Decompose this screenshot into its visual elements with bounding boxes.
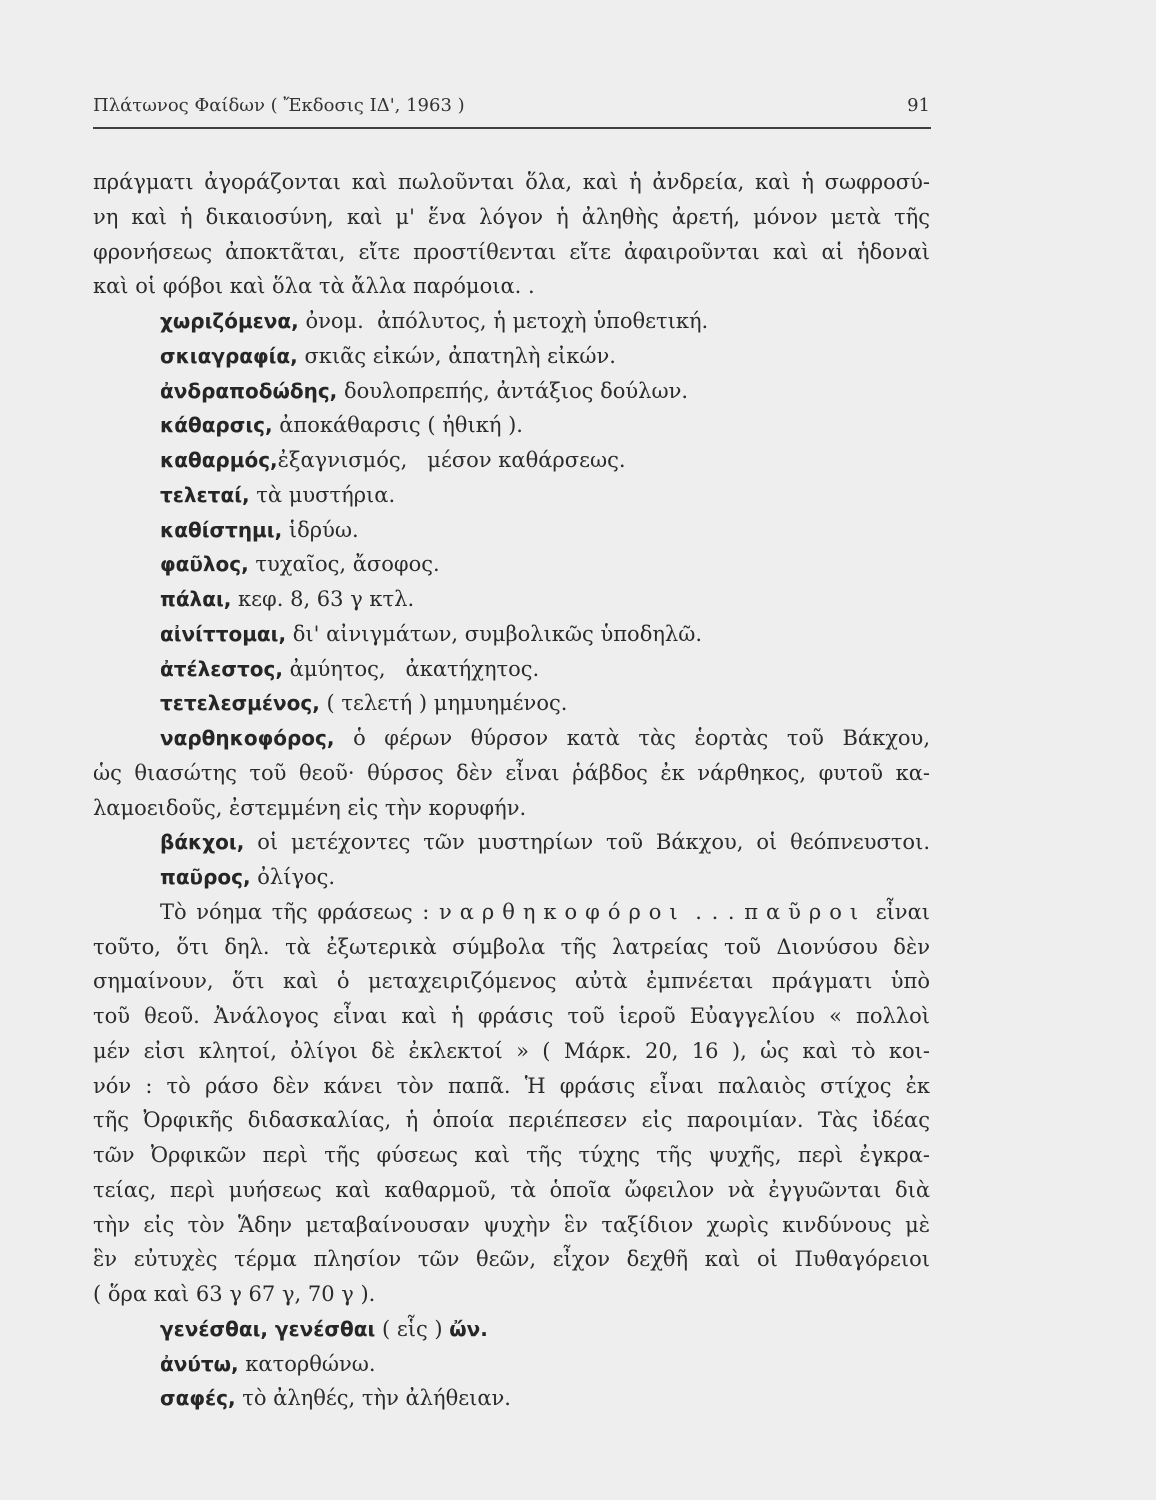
glossary-definition: τὸ ἀληθές, τὴν ἀλήθειαν. (235, 1386, 511, 1411)
glossary-entry (93, 860, 930, 895)
page-number: 91 (907, 95, 930, 116)
paragraph-tail: εἶναι (866, 899, 930, 924)
paragraph-line: σημαίνουν, ὅτι καὶ ὁ μεταχειριζόμενος αὐτὰ ἐμπνέεται πράγματι ὑπὸ (93, 969, 930, 994)
glossary-definition: ἀποκάθαρσις ( ἠθική ). (272, 413, 523, 438)
paragraph-line: ἓν εὐτυχὲς τέρμα πλησίον τῶν θεῶν, εἶχον δεχθῆ καὶ οἱ Πυθαγόρειοι (93, 1247, 930, 1272)
glossary-term: τελεταί, (160, 482, 250, 507)
glossary-term: φαῦλος, (160, 552, 249, 577)
glossary-entry (93, 825, 930, 860)
glossary-definition: οἱ μετέχοντες τῶν μυστηρίων τοῦ Βάκχου, οἱ θεόπνευστοι. (244, 830, 930, 855)
ellipsis: . . . (685, 899, 745, 924)
glossary-entry (93, 339, 930, 374)
glossary-entry (93, 652, 930, 687)
running-header (93, 92, 930, 120)
glossary-definition: δι' αἰνιγμάτων, συμβολικῶς ὑποδηλῶ. (286, 621, 703, 646)
glossary-term: τετελεσμένος, (160, 691, 320, 716)
glossary-definition-continuation: ὡς θιασώτης τοῦ θεοῦ· θύρσος δὲν εἶναι ῥάβδος ἐκ νάρθηκος, φυτοῦ κα- (93, 760, 930, 785)
paragraph-line: μέν εἰσι κλητοί, ὀλίγοι δὲ ἐκλεκτοί » ( Μάρκ. 20, 16 ), ὡς καὶ τὸ κοι- (93, 1038, 930, 1063)
glossary-entry (93, 617, 930, 652)
intro-line: νη καὶ ἡ δικαιοσύνη, καὶ μ' ἕνα λόγον ἡ ἀληθὴς ἀρετή, μόνον μετὰ τῆς (93, 204, 930, 229)
glossary-definition: ( τελετή ) μημυημένος. (319, 691, 568, 716)
glossary-term: παῦρος, (160, 865, 251, 889)
glossary-definition: σκιᾶς εἰκών, ἀπατηλὴ εἰκών. (297, 343, 616, 368)
glossary-entry (93, 1312, 930, 1347)
glossary-term: ἀνδραποδώδης, (160, 378, 338, 403)
glossary-term: γενέσθαι, γενέσθαι (160, 1316, 376, 1341)
glossary-definition: ὁ φέρων θύρσον κατὰ τὰς ἑορτὰς τοῦ Βάκχου, (334, 726, 930, 750)
glossary-definition: δουλοπρεπής, ἀντάξιος δούλων. (337, 378, 689, 403)
glossary-term: βάκχοι, (160, 830, 245, 855)
paragraph-line: τῶν Ὀρφικῶν περὶ τῆς φύσεως καὶ τῆς τύχης τῆς ψυχῆς, περὶ ἐγκρα- (93, 1143, 930, 1167)
glossary-definition: ( εἷς ) (375, 1316, 450, 1341)
intro-line: πράγματι ἀγοράζονται καὶ πωλοῦνται ὅλα, καὶ ἡ ἀνδρεία, καὶ ἡ σωφροσύ- (93, 170, 930, 194)
glossary-entry (93, 721, 930, 756)
glossary-entry (93, 686, 930, 721)
glossary-term: ναρθηκοφόρος, (160, 726, 335, 750)
paragraph-line (93, 895, 930, 930)
glossary-term: κάθαρσις, (160, 413, 273, 438)
glossary-entry (93, 374, 930, 409)
paragraph-line: τοῦτο, ὅτι δηλ. τὰ ἐξωτερικὰ σύμβολα τῆς λατρείας τοῦ Διονύσου δὲν (93, 934, 930, 959)
paragraph-line: τὴν εἰς τὸν Ἅδην μεταβαίνουσαν ψυχὴν ἓν ταξίδιον χωρὶς κινδύνους μὲ (93, 1212, 930, 1237)
intro-line: καὶ οἱ φόβοι καὶ ὅλα τὰ ἄλλα παρόμοια. . (93, 274, 535, 299)
glossary-entry (93, 1347, 930, 1382)
glossary-definition: ἐξαγνισμός, μέσον καθάρσεως. (277, 448, 626, 472)
paragraph-line: τῆς Ὀρφικῆς διδασκαλίας, ἡ ὁποία περιέπεσεν εἰς παροιμίαν. Τὰς ἰδέας (93, 1108, 930, 1133)
glossary-term: καθαρμός, (160, 448, 278, 472)
page-body (93, 165, 930, 1416)
glossary-definition: ὀλίγος. (250, 865, 336, 889)
glossary-definition: τυχαῖος, ἄσοφος. (248, 552, 440, 577)
paragraph-lead: Τὸ νόημα τῆς φράσεως : (160, 899, 440, 924)
glossary-entry (93, 443, 930, 478)
glossary-term: ἀτέλεστος, (160, 656, 283, 681)
paragraph-line: τείας, περὶ μυήσεως καὶ καθαρμοῦ, τὰ ὁποῖα ὤφειλον νὰ ἐγγυῶνται διὰ (93, 1177, 930, 1202)
glossary-entry (93, 547, 930, 582)
glossary-term: σκιαγραφία, (160, 343, 298, 368)
glossary-term: ἀνύτω, (160, 1351, 239, 1376)
glossary-entry (93, 1381, 930, 1416)
paragraph-line: τοῦ θεοῦ. Ἀνάλογος εἶναι καὶ ἡ φράσις τοῦ ἱεροῦ Εὐαγγελίου « πολλοὶ (93, 1004, 930, 1028)
glossary-definition: κεφ. 8, 63 γ κτλ. (231, 587, 415, 611)
header-rule (93, 127, 931, 129)
paragraph-line: ( ὅρα καὶ 63 γ 67 γ, 70 γ ). (93, 1282, 376, 1306)
spaced-word: ναρθηκοφόροι (439, 899, 686, 924)
glossary-definition-continuation: λαμοειδοῦς, ἐστεμμένη εἰς τὴν κορυφήν. (93, 795, 527, 820)
glossary-term: πάλαι, (160, 587, 232, 611)
glossary-entry (93, 304, 930, 339)
glossary-term: αἰνίττομαι, (160, 621, 287, 646)
glossary-entry (93, 582, 930, 617)
paragraph-line: νόν : τὸ ράσο δὲν κάνει τὸν παπᾶ. Ἡ φράσις εἶναι παλαιὸς στίχος ἐκ (93, 1073, 930, 1098)
glossary-definition: ἱδρύω. (282, 517, 359, 542)
glossary-entry (93, 478, 930, 513)
glossary-entry (93, 408, 930, 443)
glossary-definition: ἀμύητος, ἀκατήχητος. (282, 656, 540, 681)
intro-line: φρονήσεως ἀποκτᾶται, εἴτε προστίθενται εἴτε ἀφαιροῦνται καὶ αἱ ἡδοναὶ (93, 239, 930, 264)
glossary-definition: τὰ μυστήρια. (249, 482, 396, 507)
glossary-entry (93, 513, 930, 548)
glossary-definition: ὀνομ. ἀπόλυτος, ἡ μετοχὴ ὑποθετική. (298, 309, 709, 333)
glossary-term: ὤν. (449, 1316, 488, 1341)
running-header-title: Πλάτωνος Φαίδων ( Ἔκδοσις ΙΔ', 1963 ) (93, 95, 465, 116)
glossary-term: σαφές, (160, 1386, 236, 1411)
glossary-term: χωριζόμενα, (160, 309, 299, 333)
glossary-term: καθίστημι, (160, 517, 283, 542)
spaced-word: παῦροι (744, 899, 867, 924)
glossary-definition: κατορθώνω. (238, 1351, 376, 1376)
